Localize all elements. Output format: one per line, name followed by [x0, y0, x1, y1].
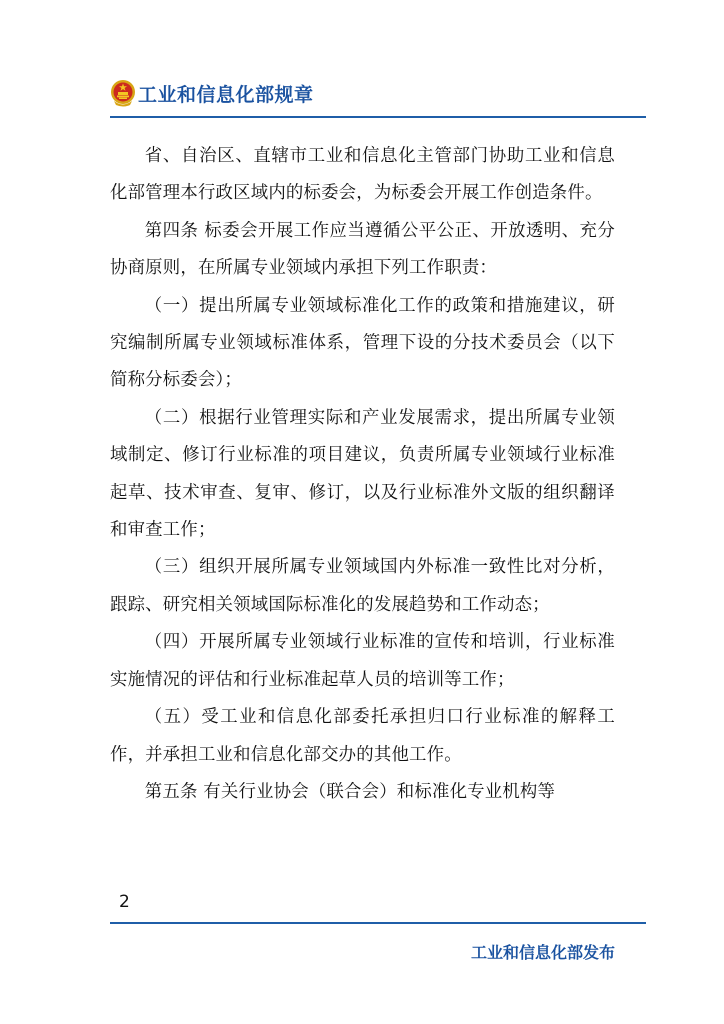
document-header: [110, 76, 314, 110]
paragraph: 第五条 有关行业协会（联合会）和标准化专业机构等: [144, 781, 556, 802]
footer-divider: [110, 922, 646, 924]
paragraph: （一）提出所属专业领域标准化工作的政策和措施建议，研究编制所属专业领域标准体系，管理下设的分技术委员会（以下简称分标委会）；: [110, 295, 615, 391]
paragraph: （四）开展所属专业领域行业标准的宣传和培训，行业标准实施情况的评估和行业标准起草人员的培训等工作；: [110, 632, 615, 690]
paragraph: （五）受工业和信息化部委托承担归口行业标准的解释工作，并承担工业和信息化部交办的其他工作。: [110, 707, 615, 765]
document-body: [110, 138, 615, 811]
paragraph: 省、自治区、直辖市工业和信息化主管部门协助工业和信息化部管理本行政区域内的标委会，为标委会开展工作创造条件。: [110, 146, 615, 204]
paragraph: 第四条 标委会开展工作应当遵循公平公正、开放透明、充分协商原则，在所属专业领域内承担下列工作职责：: [110, 220, 615, 279]
footer-title: 工业和信息化部发布: [470, 943, 615, 962]
page-number: 2: [119, 892, 130, 912]
paragraph: （二）根据行业管理实际和产业发展需求，提出所属专业领域制定、修订行业标准的项目建议，负责所属专业领域行业标准起草、技术审查、复审、修订，以及行业标准外文版的组织翻译和审查工作；: [110, 407, 615, 541]
paragraph: （三）组织开展所属专业领域国内外标准一致性比对分析，跟踪、研究相关领域国际标准化的发展趋势和工作动态；: [110, 557, 615, 615]
header-divider: [110, 116, 646, 118]
national-emblem-icon: [110, 79, 136, 107]
header-title: 工业和信息化部规章: [138, 83, 314, 106]
